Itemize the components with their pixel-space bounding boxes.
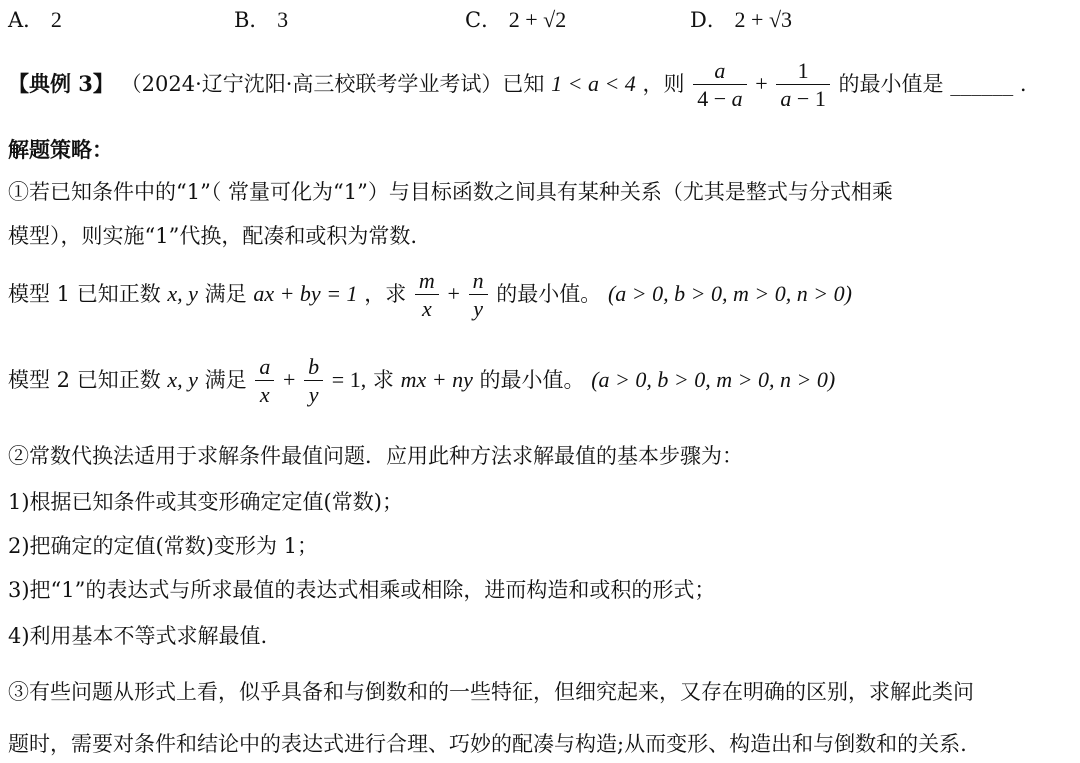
model1-ask: ，求 xyxy=(364,282,407,306)
example-then: ，则 xyxy=(642,72,685,96)
option-c-value: 2 + √2 xyxy=(508,7,567,32)
para3-line1: ③有些问题从形式上看，似乎具备和与倒数和的一些特征，但细究起来，又存在明确的区别，求解此类问 xyxy=(8,680,974,704)
model1-line: 模型 1 已知正数 x, y 满足 ax + by = 1 ，求 $\frac{m}{x}$ + $\frac{n}{y}$ 的最小值。 (a > 0, b > 0, m > 0, n > 0) xyxy=(8,268,852,321)
example-condition: 1 < a < 4 xyxy=(551,71,636,96)
model2-ask: 求 xyxy=(372,368,394,392)
para2: ②常数代换法适用于求解条件最值问题．应用此种方法求解最值的基本步骤为： xyxy=(8,444,743,468)
example-source: （2024·辽宁沈阳·高三校联考学业考试）已知 xyxy=(120,72,545,96)
model2-xy: x, y xyxy=(167,367,198,392)
option-b-value: 3 xyxy=(277,7,289,32)
option-a-letter: A． xyxy=(8,8,45,32)
example-period: . xyxy=(1019,72,1027,96)
option-b xyxy=(234,4,288,34)
step-1: 1)根据已知条件或其变形确定定值(常数)； xyxy=(8,490,403,514)
para3-line2: 题时，需要对条件和结论中的表达式进行合理、巧妙的配凑与构造;从而变形、构造出和与倒数和的关系. xyxy=(8,732,967,756)
step-4: 4)利用基本不等式求解最值. xyxy=(8,624,268,648)
example-tail: 的最小值是 xyxy=(838,72,944,96)
option-d-letter: D． xyxy=(690,8,728,32)
option-a xyxy=(8,4,62,34)
option-c-letter: C． xyxy=(465,8,503,32)
option-a-value: 2 xyxy=(50,7,62,32)
fraction-a-over-4-minus-a: $\frac{a}{4 - a}$ xyxy=(693,58,746,113)
model2-satisfy: 满足 xyxy=(204,368,247,392)
fraction-1-over-a-minus-1: $\frac{1}{a - 1}$ xyxy=(776,58,829,113)
model1-xy: x, y xyxy=(167,281,198,306)
model2-line: 模型 2 已知正数 x, y 满足 $\frac{a}{x}$ + $\frac{b}{y}$ = 1, 求 mx + ny 的最小值。 (a > 0, b > 0, m > 0, n > 0) xyxy=(8,354,836,407)
option-b-letter: B． xyxy=(234,8,271,32)
model2-condition: (a > 0, b > 0, m > 0, n > 0) xyxy=(591,367,836,392)
model2-expression: mx + ny xyxy=(400,367,473,392)
example-label: 【典例 3】 xyxy=(8,71,114,96)
model1-condition: (a > 0, b > 0, m > 0, n > 0) xyxy=(607,281,852,306)
fraction-b-over-y: $\frac{b}{y}$ xyxy=(304,354,323,409)
step-2: 2)把确定的定值(常数)变形为 1； xyxy=(8,534,318,558)
model1-satisfy: 满足 xyxy=(204,282,247,306)
model1-equation: ax + by = 1 xyxy=(253,281,358,306)
option-c xyxy=(465,4,566,34)
fraction-m-over-x: $\frac{m}{x}$ xyxy=(415,268,439,323)
example-line: 【典例 3】 （2024·辽宁沈阳·高三校联考学业考试）已知 1 < a < 4 ，则 $\frac{a}{4 - a}$ + $\frac{1}{a - 1}$ 的最小值是 ______ . xyxy=(8,58,1027,111)
model2-tail: 的最小值。 xyxy=(479,368,585,392)
model2-label: 模型 2 已知正数 xyxy=(8,368,161,392)
para1-line2: 模型），则实施“1”代换，配凑和或积为常数. xyxy=(8,224,418,248)
fraction-n-over-y: $\frac{n}{y}$ xyxy=(469,268,488,323)
model2-eq-tail: = 1, xyxy=(331,367,367,392)
answer-blank: ______ xyxy=(950,72,1014,96)
step-3: 3)把“1”的表达式与所求最值的表达式相乘或相除，进而构造和或积的形式； xyxy=(8,578,716,602)
option-d xyxy=(690,4,792,34)
model1-label: 模型 1 已知正数 xyxy=(8,282,161,306)
option-d-value: 2 + √3 xyxy=(734,7,793,32)
fraction-a-over-x: $\frac{a}{x}$ xyxy=(255,354,274,409)
model1-tail: 的最小值。 xyxy=(496,282,602,306)
strategy-title: 解题策略： xyxy=(8,137,113,162)
para1-line1: ①若已知条件中的“1”（ 常量可化为“1”）与目标函数之间具有某种关系（尤其是整式与分式相乘 xyxy=(8,180,893,204)
